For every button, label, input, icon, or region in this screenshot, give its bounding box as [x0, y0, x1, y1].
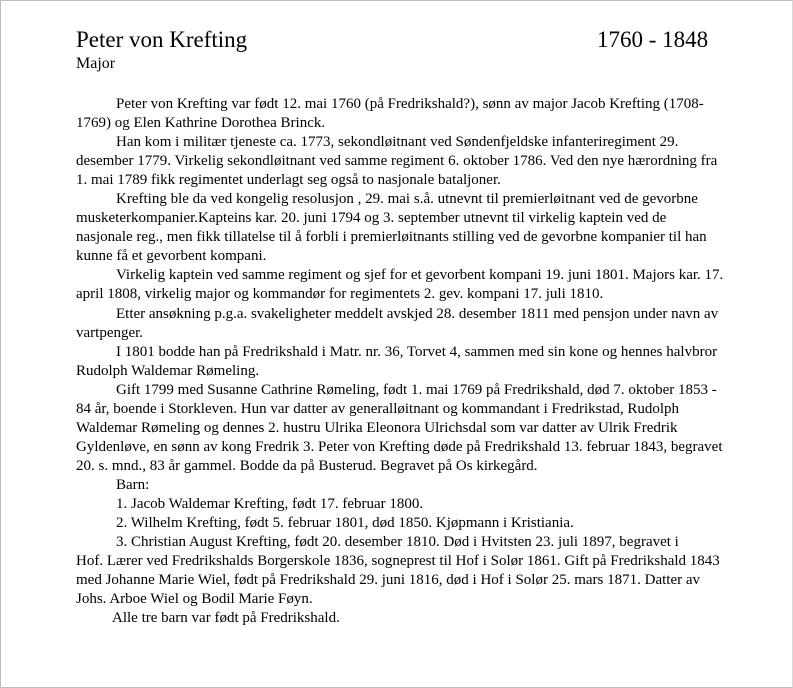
military-rank: Major [76, 55, 116, 72]
child-item: 1. Jacob Waldemar Krefting, født 17. februar 1800. [116, 495, 424, 512]
child-item: 3. Christian August Krefting, født 20. desember 1810. Død i Hvitsten 23. juli 1897, begravet i [116, 534, 679, 551]
biography-text [76, 95, 726, 628]
child-item: 2. Wilhelm Krefting, født 5. februar 1801, død 1850. Kjøpmann i Kristiania. [116, 515, 574, 532]
paragraph-promotion: Krefting ble da ved kongelig resolusjon , 29. mai s.å. utnevnt til premierløitnant ved de gevorbne musketerkompanier.Kapteins kar. 20. juni 1794 og 3. september utnevnt til virkelig kaptein ved de nasjonale reg., men fikk tillatelse til å forbli i premierløitnants stilling ved de gevorbne kompanier til han kunne få et gevorbent kompani. [76, 191, 707, 265]
child-item-continuation: Hof. Lærer ved Fredrikshalds Borgerskole 1836, sogneprest til Hof i Solør 1861. Gift på Fredrikshald 1843 med Johanne Marie Wiel, født på Fredrikshald 29. juni 1816, død i Hof i Solør 25. mars 1871. Datter av Johs. Arboe Wiel og Bodil Marie Føyn. [76, 553, 720, 608]
paragraph-residence: I 1801 bodde han på Fredrikshald i Matr. nr. 36, Torvet 4, sammen med sin kone og hennes halvbror Rudolph Waldemar Rømeling. [76, 343, 718, 379]
paragraph-discharge: Etter ansøkning p.g.a. svakeligheter meddelt avskjed 28. desember 1811 med pensjon under navn av vartpenger. [76, 305, 719, 341]
person-name: Peter von Krefting [76, 27, 248, 52]
children-heading: Barn: [116, 476, 150, 493]
life-years: 1760 - 1848 [597, 27, 709, 52]
paragraph-marriage: Gift 1799 med Susanne Cathrine Rømeling, født 1. mai 1769 på Fredrikshald, død 7. oktober 1853 - 84 år, boende i Storkleven. Hun var datter av generalløitnant og kommandant i Fredrikstad, Rudolph Waldemar Rømeling og dennes 2. hustru Ulrika Eleonora Ulrichsdal som var datter av Ulrik Fredrik Gyldenløve, en sønn av kong Fredrik 3. Peter von Krefting døde på Fredrikshald 13. februar 1843, begravet 20. s. mnd., 83 år gammel. Bodde da på Busterud. Begravet på Os kirkegård. [76, 381, 723, 474]
paragraph-birth: Peter von Krefting var født 12. mai 1760 (på Fredrikshald?), sønn av major Jacob Krefting (1708-1769) og Elen Kathrine Dorothea Brinck. [76, 96, 704, 132]
paragraph-service: Han kom i militær tjeneste ca. 1773, sekondløitnant ved Søndenfjeldske infanteriregiment 29. desember 1779. Virkelig sekondløitnant ved samme regiment 6. oktober 1786. Ved den nye hærordning fra 1. mai 1789 fikk regimentet underlagt seg også to nasjonale bataljoner. [76, 134, 718, 189]
paragraph-captain: Virkelig kaptein ved samme regiment og sjef for et gevorbent kompani 19. juni 1801. Majors kar. 17. april 1808, virkelig major og kommandør for regimentets 2. gev. kompani 17. juli 1810. [76, 267, 724, 303]
closing-line: Alle tre barn var født på Fredrikshald. [112, 610, 340, 627]
